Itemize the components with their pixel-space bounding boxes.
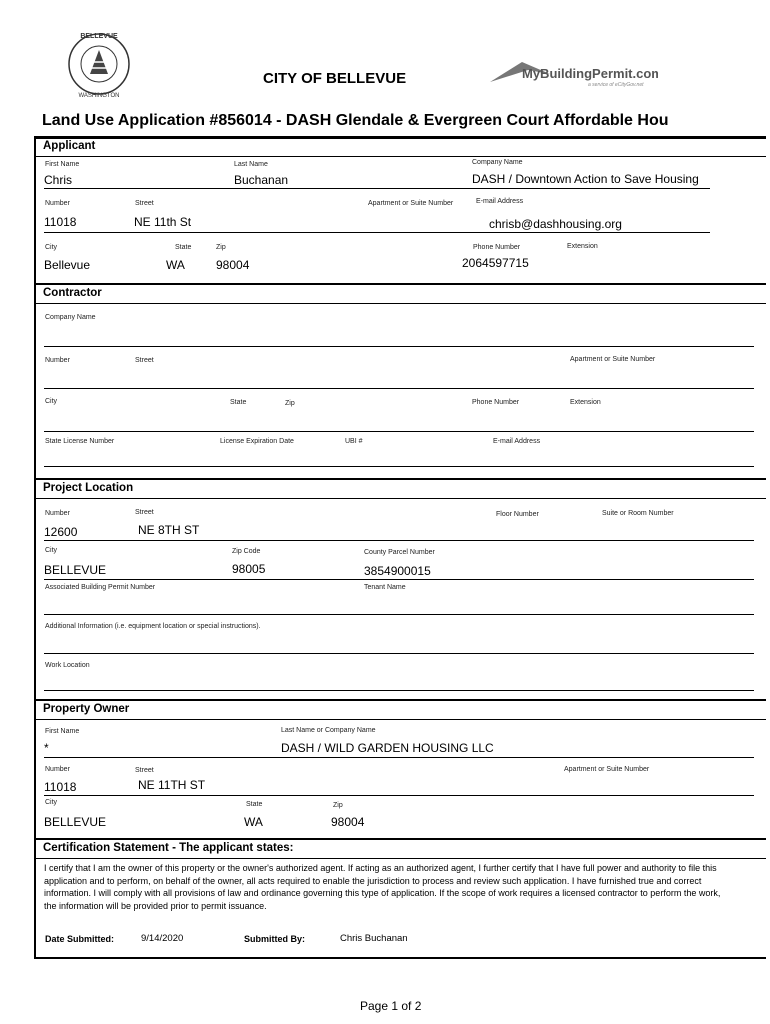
applicant-zip[interactable]: 98004 [216, 258, 250, 272]
project-zip[interactable]: 98005 [232, 562, 266, 576]
divider [44, 232, 710, 233]
divider [44, 540, 754, 541]
section-title: Project Location [43, 482, 134, 494]
svg-text:WASHINGTON: WASHINGTON [78, 93, 120, 99]
email-label: E-mail Address [476, 198, 524, 205]
company-label: Company Name [45, 314, 96, 321]
zip-label: Zip [333, 802, 343, 809]
city-label: City [45, 244, 58, 251]
divider [44, 388, 754, 389]
form-frame [34, 137, 766, 959]
section-property-owner [34, 699, 766, 720]
city-label: City [45, 547, 58, 554]
owner-last-name[interactable]: DASH / WILD GARDEN HOUSING LLC [281, 741, 494, 755]
section-applicant [34, 136, 766, 157]
first-name-label: First Name [45, 161, 80, 168]
project-city[interactable]: BELLEVUE [44, 563, 107, 577]
extension-label: Extension [567, 243, 598, 250]
owner-state[interactable]: WA [244, 815, 263, 829]
floor-label: Floor Number [496, 511, 539, 518]
section-contractor [34, 283, 766, 304]
street-label: Street [135, 200, 154, 207]
application-title: Land Use Application #856014 - DASH Glendale & Evergreen Court Affordable Hou [42, 112, 669, 129]
owner-city[interactable]: BELLEVUE [44, 815, 107, 829]
project-number[interactable]: 12600 [44, 525, 78, 539]
certification-text: I certify that I am the owner of this property or the owner's authorized agent. If acting as an authorized agent, I further certify that I have full power and authority to file this application and to perform, on behalf of the owner, all acts required to enable the jurisdiction to process and review such application. I have furnished true and correct information. I will comply with all provisions of law and ordinance governing this type of application. If the scope of work requires a licensed contractor to perform the work, the information will be provided prior to permit issuance. [44, 863, 721, 911]
zip-label: Zip [285, 400, 295, 407]
project-parcel[interactable]: 3854900015 [364, 564, 431, 578]
city-seal [66, 28, 132, 100]
phone-label: Phone Number [473, 244, 521, 251]
applicant-city[interactable]: Bellevue [44, 258, 91, 272]
number-label: Number [45, 357, 70, 364]
associated-permit-label: Associated Building Permit Number [45, 584, 156, 591]
svg-text:BELLEVUE: BELLEVUE [80, 33, 118, 40]
street-label: Street [135, 509, 154, 516]
license-expiration-label: License Expiration Date [220, 438, 294, 445]
state-label: State [246, 801, 263, 808]
submitted-by-label: Submitted By: [244, 934, 306, 944]
zip-label: Zip [216, 244, 226, 251]
mybuildingpermit-logo [488, 52, 658, 90]
section-title: Property Owner [43, 703, 130, 715]
state-label: State [175, 244, 192, 251]
tenant-label: Tenant Name [364, 584, 406, 591]
applicant-street[interactable]: NE 11th St [134, 215, 192, 229]
license-label: State License Number [45, 438, 115, 445]
last-name-company-label: Last Name or Company Name [281, 727, 376, 734]
street-label: Street [135, 357, 154, 364]
ubi-label: UBI # [345, 438, 363, 445]
apt-label: Apartment or Suite Number [368, 200, 454, 207]
project-street[interactable]: NE 8TH ST [138, 523, 200, 537]
apt-label: Apartment or Suite Number [570, 356, 656, 363]
divider [44, 757, 754, 758]
applicant-number[interactable]: 11018 [44, 215, 77, 229]
page-number: Page 1 of 2 [360, 999, 422, 1013]
divider [44, 579, 754, 580]
phone-label: Phone Number [472, 399, 520, 406]
applicant-last-name[interactable]: Buchanan [234, 173, 289, 187]
divider [44, 346, 754, 347]
divider [44, 188, 710, 189]
street-label: Street [135, 767, 154, 774]
state-label: State [230, 399, 247, 406]
parcel-label: County Parcel Number [364, 549, 435, 556]
date-submitted-label: Date Submitted: [45, 934, 115, 944]
additional-info-label: Additional Information (i.e. equipment location or special instructions). [45, 623, 261, 630]
submitted-by: Chris Buchanan [340, 933, 408, 944]
owner-street[interactable]: NE 11TH ST [138, 778, 206, 792]
last-name-label: Last Name [234, 161, 268, 168]
applicant-state[interactable]: WA [166, 258, 185, 272]
email-label: E-mail Address [493, 438, 541, 445]
section-project-location [34, 478, 766, 499]
section-title: Applicant [43, 140, 96, 152]
owner-number[interactable]: 11018 [44, 780, 77, 794]
zip-code-label: Zip Code [232, 548, 261, 555]
suite-label: Suite or Room Number [602, 510, 674, 517]
svg-text:a service of eCityGov.net: a service of eCityGov.net [588, 82, 644, 88]
city-label: City [45, 799, 58, 806]
section-title: Contractor [43, 287, 102, 299]
extension-label: Extension [570, 399, 601, 406]
date-submitted: 9/14/2020 [141, 933, 184, 944]
number-label: Number [45, 510, 70, 517]
work-location-label: Work Location [45, 662, 90, 669]
applicant-phone[interactable]: 2064597715 [462, 256, 529, 270]
first-name-label: First Name [45, 728, 80, 735]
city-label: City [45, 398, 58, 405]
owner-zip[interactable]: 98004 [331, 815, 365, 829]
divider [44, 431, 754, 432]
apt-label: Apartment or Suite Number [564, 766, 650, 773]
section-title: Certification Statement - The applicant states: [43, 842, 294, 854]
divider [44, 690, 754, 691]
company-label: Company Name [472, 159, 523, 166]
divider [44, 795, 754, 796]
applicant-first-name[interactable]: Chris [44, 173, 73, 187]
number-label: Number [45, 766, 70, 773]
applicant-company[interactable]: DASH / Downtown Action to Save Housing [472, 172, 699, 186]
divider [44, 614, 754, 615]
applicant-email[interactable]: chrisb@dashhousing.org [489, 217, 622, 231]
city-title: CITY OF BELLEVUE [263, 70, 407, 87]
section-certification [34, 838, 766, 859]
divider [44, 466, 754, 467]
svg-text:MyBuildingPermit.com: MyBuildingPermit.com [522, 66, 658, 81]
number-label: Number [45, 200, 70, 207]
owner-first-name[interactable]: * [44, 741, 49, 755]
divider [44, 653, 754, 654]
